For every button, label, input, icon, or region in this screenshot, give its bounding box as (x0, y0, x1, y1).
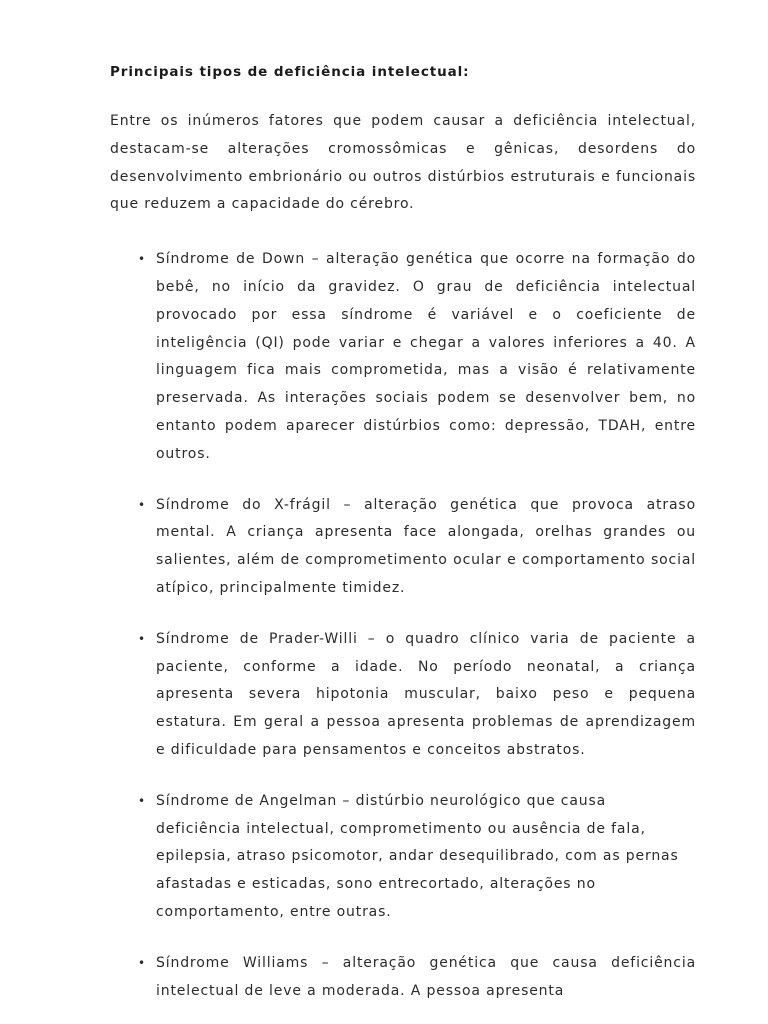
list-item-angelman (110, 788, 696, 927)
list-item-text: Síndrome Williams – alteração genética que causa deficiência intelectual de leve a moderada. A pessoa apresenta (156, 954, 696, 999)
list-item-prader-willi (110, 626, 696, 765)
bullet-icon: • (138, 497, 146, 512)
bullet-icon: • (138, 252, 146, 267)
bullet-icon: • (138, 793, 146, 808)
list-item-text: Síndrome de Angelman – distúrbio neurológico que causa deficiência intelectual, comprometimento ou ausência de fala, epilepsia, atraso psicomotor, andar desequilibrado, com as pernas afastadas e esticadas, sono entrecortado, alterações no comportamento, entre outras. (156, 792, 679, 920)
bullet-icon: • (138, 955, 146, 970)
list-item-text: Síndrome de Prader-Willi – o quadro clínico varia de paciente a paciente, conforme a idade. No período neonatal, a criança apresenta severa hipotonia muscular, baixo peso e pequena estatura. Em geral a pessoa apresenta problemas de aprendizagem e dificuldade para pensamentos e conceitos abstratos. (156, 630, 696, 758)
intro-paragraph: Entre os inúmeros fatores que podem causar a deficiência intelectual, destacam-se alterações cromossômicas e gênicas, desordens do desenvolvimento embrionário ou outros distúrbios estruturais e funcionais que reduzem a capacidade do cérebro. (110, 113, 696, 213)
list-item-down-syndrome (110, 246, 696, 468)
syndrome-list (110, 246, 696, 1005)
list-item-fragile-x (110, 492, 696, 603)
section-heading: Principais tipos de deficiência intelectual: (110, 64, 470, 80)
bullet-icon: • (138, 631, 146, 646)
list-item-williams (110, 950, 696, 1006)
list-item-text: Síndrome de Down – alteração genética que ocorre na formação do bebê, no início da gravidez. O grau de deficiência intelectual provocado por essa síndrome é variável e o coeficiente de inteligência (QI) pode variar e chegar a valores inferiores a 40. A linguagem fica mais comprometida, mas a visão é relativamente preservada. As interações sociais podem se desenvolver bem, no entanto podem aparecer distúrbios como: depressão, TDAH, entre outros. (156, 251, 696, 462)
list-item-text: Síndrome do X-frágil – alteração genética que provoca atraso mental. A criança apresenta face alongada, orelhas grandes ou salientes, além de comprometimento ocular e comportamento social atípico, principalmente timidez. (156, 496, 696, 596)
